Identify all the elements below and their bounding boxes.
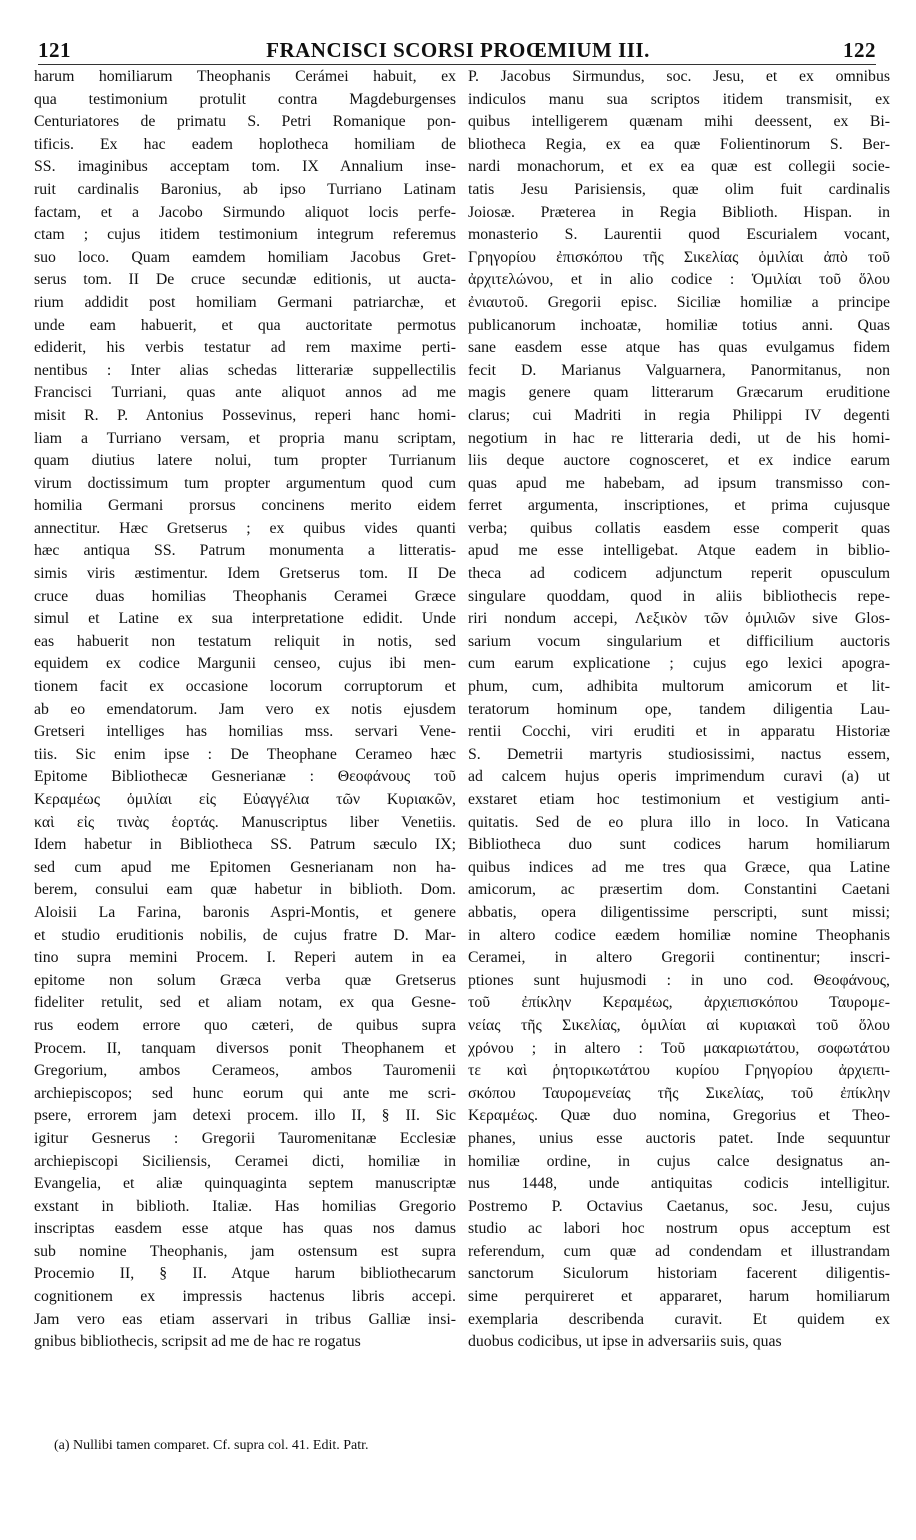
text-line: quibus intelligerem quænam mihi deessent, ex Bi- bbox=[468, 113, 890, 131]
text-line: τοῦ ἐπίκλην Κεραμέως, ἀρχιεπισκόπου Ταυρομε- bbox=[468, 994, 890, 1012]
running-title: FRANCISCI SCORSI PROŒMIUM III. bbox=[266, 38, 650, 62]
header-rule bbox=[38, 64, 876, 65]
left-page-number: 121 bbox=[38, 38, 71, 62]
text-line: qua testimonium protulit contra Magdeburgenses bbox=[34, 90, 456, 108]
text-line: χρόνου ; in altero : Τοῦ μακαριωτάτου, σοφωτάτου bbox=[468, 1039, 890, 1057]
text-line: suo loco. Quam eamdem homiliam Jacobus Gret- bbox=[34, 248, 456, 266]
text-line: bliotheca Regia, ex ea quæ Folientinorum S. Ber- bbox=[468, 135, 890, 153]
text-line: nus 1448, unde antiquitas codicis intelligitur. bbox=[468, 1175, 890, 1193]
text-line: homilia Germani prorsus concinens merito eidem bbox=[34, 497, 456, 515]
text-line: P. Jacobus Sirmundus, soc. Jesu, et ex omnibus bbox=[468, 68, 890, 85]
text-line: Κεραμέως ὁμιλίαι εἰς Εὐαγγέλια τῶν Κυριακῶν, bbox=[34, 791, 456, 808]
text-line: archiepiscopos; sed hunc eorum qui ante me scri- bbox=[34, 1084, 456, 1102]
left-column bbox=[34, 66, 456, 1354]
text-line: amicorum, ac præsertim dom. Constantini Caetani bbox=[468, 881, 890, 899]
text-line: rus eodem errore quo cæteri, de quibus supra bbox=[34, 1016, 456, 1034]
text-line: exemplaria describenda curavit. Et quidem ex bbox=[468, 1310, 890, 1328]
text-line: ruit cardinalis Baronius, ab ipso Turriano Latinam bbox=[34, 180, 456, 198]
text-line: gnibus bibliothecis, scripsit ad me de hac re rogatus bbox=[34, 1333, 361, 1351]
text-line: S. Demetrii martyris studiosissimi, nactus essem, bbox=[468, 745, 890, 763]
text-line: igitur Gesnerus : Gregorii Tauromenitanæ Ecclesiæ bbox=[34, 1129, 456, 1147]
text-line: phanes, unius esse auctoris patet. Inde sequuntur bbox=[468, 1129, 890, 1147]
text-line: psere, errorem jam detexi procem. illo II, § II. Sic bbox=[34, 1107, 456, 1125]
text-line: Gretseri intelliges has homilias mss. servari Vene- bbox=[34, 723, 456, 741]
text-line: νείας τῆς Σικελίας, ὁμιλίαι αἱ κυριακαὶ τοῦ ὅλου bbox=[468, 1016, 890, 1034]
text-line: Idem habetur in Bibliotheca SS. Patrum sæculo IX; bbox=[34, 836, 456, 854]
text-line: Γρηγορίου ἐπισκόπου τῆς Σικελίας ὁμιλίαι ἀπὸ τοῦ bbox=[468, 248, 890, 266]
text-line: phum, cum, adhibita multorum amicorum et lit- bbox=[468, 678, 890, 696]
text-line: nardi monachorum, et ex ea quæ est collegii socie- bbox=[468, 158, 890, 176]
text-line: simis viris æstimentur. Idem Gretserus tom. II De bbox=[34, 565, 456, 583]
text-line: hæc antiqua SS. Patrum monumenta a litteratis- bbox=[34, 542, 456, 560]
text-line: unde eam habuerit, et qua auctoritate permotus bbox=[34, 316, 456, 334]
text-line: abbatis, opera diligentissime perscripti, sunt missi; bbox=[468, 903, 890, 921]
text-line: eas habuerit non testatum reliquit in notis, sed bbox=[34, 632, 456, 650]
text-line: publicanorum inchoatæ, homiliæ totius anni. Quas bbox=[468, 316, 890, 334]
text-line: Bibliotheca duo sunt codices harum homiliarum bbox=[468, 836, 890, 854]
text-line: sarium vocum singularium et difficilium auctoris bbox=[468, 632, 890, 650]
text-line: liis deque auctore cognosceret, et ex indice earum bbox=[468, 452, 890, 470]
text-line: serus tom. II De cruce secundæ editionis, ut aucta- bbox=[34, 271, 456, 289]
text-line: fideliter retulit, sed et aliam notam, ex qua Gesne- bbox=[34, 994, 456, 1012]
text-line: indiculos manu sua scriptos itidem transmisit, ex bbox=[468, 90, 890, 108]
text-line: verba; quibus collatis easdem esse comperit quas bbox=[468, 519, 890, 537]
text-line: ediderit, his verbis testatur ad rem maxime perti- bbox=[34, 339, 456, 357]
text-line: riri nondum accepi, Λεξικὸν τῶν ὁμιλιῶν sive Glos- bbox=[468, 610, 890, 628]
text-line: tionem facit ex occasione locorum corruptorum et bbox=[34, 678, 456, 696]
text-line: Postremo P. Octavius Caetanus, soc. Jesu, cujus bbox=[468, 1197, 890, 1215]
text-line: tino supra memini Procem. I. Reperi autem in ea bbox=[34, 949, 456, 967]
text-line: referendum, cum quæ ad condendam et illustrandam bbox=[468, 1242, 890, 1260]
text-line: theca ad codicem adjunctum reperit opusculum bbox=[468, 565, 890, 583]
text-line: et studio eruditionis nobilis, de cujus fratre D. Mar- bbox=[34, 926, 456, 944]
text-line: tiis. Sic enim ipse : De Theophane Cerameo hæc bbox=[34, 745, 456, 763]
right-column bbox=[468, 66, 890, 1354]
text-line: Joiosæ. Præterea in Regia Biblioth. Hispan. in bbox=[468, 203, 890, 221]
text-line: harum homiliarum Theophanis Cerámei habuit, ex bbox=[34, 68, 456, 85]
text-line: Gregorium, ambos Cerameos, ambos Tauromenii bbox=[34, 1062, 456, 1080]
text-line: quam diutius latere nolui, tum propter Turrianum bbox=[34, 452, 456, 470]
text-line: Jam vero eas etiam asservari in tribus Galliæ insi- bbox=[34, 1310, 456, 1328]
text-line: καὶ εἰς τινὰς ἑορτάς. Manuscriptus liber Venetiis. bbox=[34, 813, 456, 831]
text-line: homiliæ ordine, in cujus calce designatus an- bbox=[468, 1152, 890, 1170]
text-line: ab eo emendatorum. Jam vero ex notis ejusdem bbox=[34, 700, 456, 718]
text-line: exstaret etiam hoc testimonium et vestigium anti- bbox=[468, 791, 890, 808]
text-line: simul et Latine ex sua interpretatione edidit. Unde bbox=[34, 610, 456, 628]
text-line: apud me esse intelligebat. Atque eadem in biblio- bbox=[468, 542, 890, 560]
text-line: fecit D. Marianus Valguarnera, Panormitanus, non bbox=[468, 361, 890, 379]
text-line: Procemio II, § II. Atque harum bibliothecarum bbox=[34, 1265, 456, 1283]
text-line: in altero codice eædem homiliæ nomine Theophanis bbox=[468, 926, 890, 944]
text-line: quibus indices ad me tres qua Græce, qua Latine bbox=[468, 858, 890, 876]
text-line: duobus codicibus, ut ipse in adversariis suis, quas bbox=[468, 1333, 782, 1351]
text-line: misit R. P. Antonius Possevinus, reperi hanc homi- bbox=[34, 406, 456, 424]
footnote: (a) Nullibi tamen comparet. Cf. supra col. 41. Edit. Patr. bbox=[54, 1438, 369, 1453]
text-line: nentibus : Inter alias schedas litterariæ suppellectilis bbox=[34, 361, 456, 379]
right-page-number: 122 bbox=[843, 38, 876, 62]
text-line: Evangelia, et aliæ quinquaginta septem manuscriptæ bbox=[34, 1175, 456, 1193]
text-line: monasterio S. Laurentii quod Escurialem vocant, bbox=[468, 226, 890, 244]
text-line: rentii Cocchi, viri eruditi et in apparatu Historiæ bbox=[468, 723, 890, 741]
text-line: Epitome Bibliothecæ Gesnerianæ : Θεοφάνους τοῦ bbox=[34, 768, 456, 786]
text-line: studio ac labori hoc nostrum opus acceptum est bbox=[468, 1220, 890, 1238]
text-line: ferret argumenta, inscriptiones, et prima cujusque bbox=[468, 497, 890, 515]
text-line: quas apud me habebam, ad ipsum transmisso con- bbox=[468, 474, 890, 492]
text-line: sed cum apud me Epitomen Gesnerianam non ha- bbox=[34, 858, 456, 876]
text-line: archiepiscopi Siciliensis, Ceramei dicti, homiliæ in bbox=[34, 1152, 456, 1170]
text-line: Centuriatores de primatu S. Petri Romanique pon- bbox=[34, 113, 456, 131]
text-line: magis genere quam litterarum Græcarum eruditione bbox=[468, 384, 890, 402]
text-line: Κεραμέως. Quæ duo nomina, Gregorius et Theo- bbox=[468, 1107, 890, 1125]
text-line: ἐνιαυτοῦ. Gregorii episc. Siciliæ homiliæ a principe bbox=[468, 293, 890, 311]
text-line: epitome non solum Græca verba quæ Gretserus bbox=[34, 971, 456, 989]
text-line: ctam ; cujus itidem testimonium integrum referemus bbox=[34, 226, 456, 244]
text-line: Aloisii La Farina, baronis Aspri-Montis, et genere bbox=[34, 903, 456, 921]
text-line: sub nomine Theophanis, jam ostensum est supra bbox=[34, 1242, 456, 1260]
text-line: quitatis. Sed de eo plura illo in loco. In Vaticana bbox=[468, 813, 890, 831]
text-line: Procem. II, tanquam diversos ponit Theophanem et bbox=[34, 1039, 456, 1057]
text-line: inscriptas easdem esse atque has quas nos damus bbox=[34, 1220, 456, 1238]
text-line: liam a Turriano versam, et propria manu scriptam, bbox=[34, 429, 456, 447]
text-line: SS. imaginibus acceptam tom. IX Annalium inse- bbox=[34, 158, 456, 176]
text-line: annectitur. Hæc Gretserus ; ex quibus vides quanti bbox=[34, 519, 456, 537]
text-line: negotium in hac re litteraria dedi, ut de his homi- bbox=[468, 429, 890, 447]
text-line: ἀρχιτελώνου, et in alio codice : Ὁμιλίαι τοῦ ὅλου bbox=[468, 271, 890, 289]
text-line: Ceramei, in altero Gregorii continentur; inscri- bbox=[468, 949, 890, 967]
text-line: tatis Jesu Parisiensis, quæ olim fuit cardinalis bbox=[468, 180, 890, 198]
text-line: tificis. Ex hac eadem hoplotheca homiliam de bbox=[34, 135, 456, 153]
text-line: teratorum hominum ope, tandem diligentia Lau- bbox=[468, 700, 890, 718]
text-line: ptiones sunt hujusmodi : in uno cod. Θεοφάνους, bbox=[468, 971, 890, 989]
text-line: σκόπου Ταυρομενείας τῆς Σικελίας, τοῦ ἐπίκλην bbox=[468, 1084, 890, 1102]
text-line: berem, consului eam quæ habetur in biblioth. Dom. bbox=[34, 881, 456, 899]
text-line: clarus; cui Madriti in regia Philippi IV degenti bbox=[468, 406, 890, 424]
text-line: singulare quoddam, quod in aliis bibliothecis repe- bbox=[468, 587, 890, 605]
text-line: Francisci Turriani, quas ante aliquot annos ad me bbox=[34, 384, 456, 402]
text-line: ad calcem hujus operis imprimendum curavi (a) ut bbox=[468, 768, 890, 786]
text-line: sanctorum Siculorum historiam facerent diligentis- bbox=[468, 1265, 890, 1283]
text-line: sane easdem esse atque has quas evulgamus fidem bbox=[468, 339, 890, 357]
text-line: cum earum explicatione ; cujus ego lexici apogra- bbox=[468, 655, 890, 673]
text-line: exstant in biblioth. Italiæ. Has homilias Gregorio bbox=[34, 1197, 456, 1215]
text-line: cognitionem ex impressis hactenus libris accepi. bbox=[34, 1288, 456, 1306]
text-line: τε καὶ ῥητορικωτάτου κυρίου Γρηγορίου ἀρχιεπι- bbox=[468, 1062, 890, 1080]
text-line: cruce duas homilias Theophanis Ceramei Græce bbox=[34, 587, 456, 605]
text-line: rium addidit post homiliam Germani patriarchæ, et bbox=[34, 293, 456, 311]
text-line: virum doctissimum tum propter argumentum quod cum bbox=[34, 474, 456, 492]
text-line: equidem ex codice Margunii censeo, cujus ibi men- bbox=[34, 655, 456, 673]
text-line: sime perquireret et appararet, harum homiliarum bbox=[468, 1288, 890, 1306]
text-line: factam, et a Jacobo Sirmundo aliquot locis perfe- bbox=[34, 203, 456, 221]
